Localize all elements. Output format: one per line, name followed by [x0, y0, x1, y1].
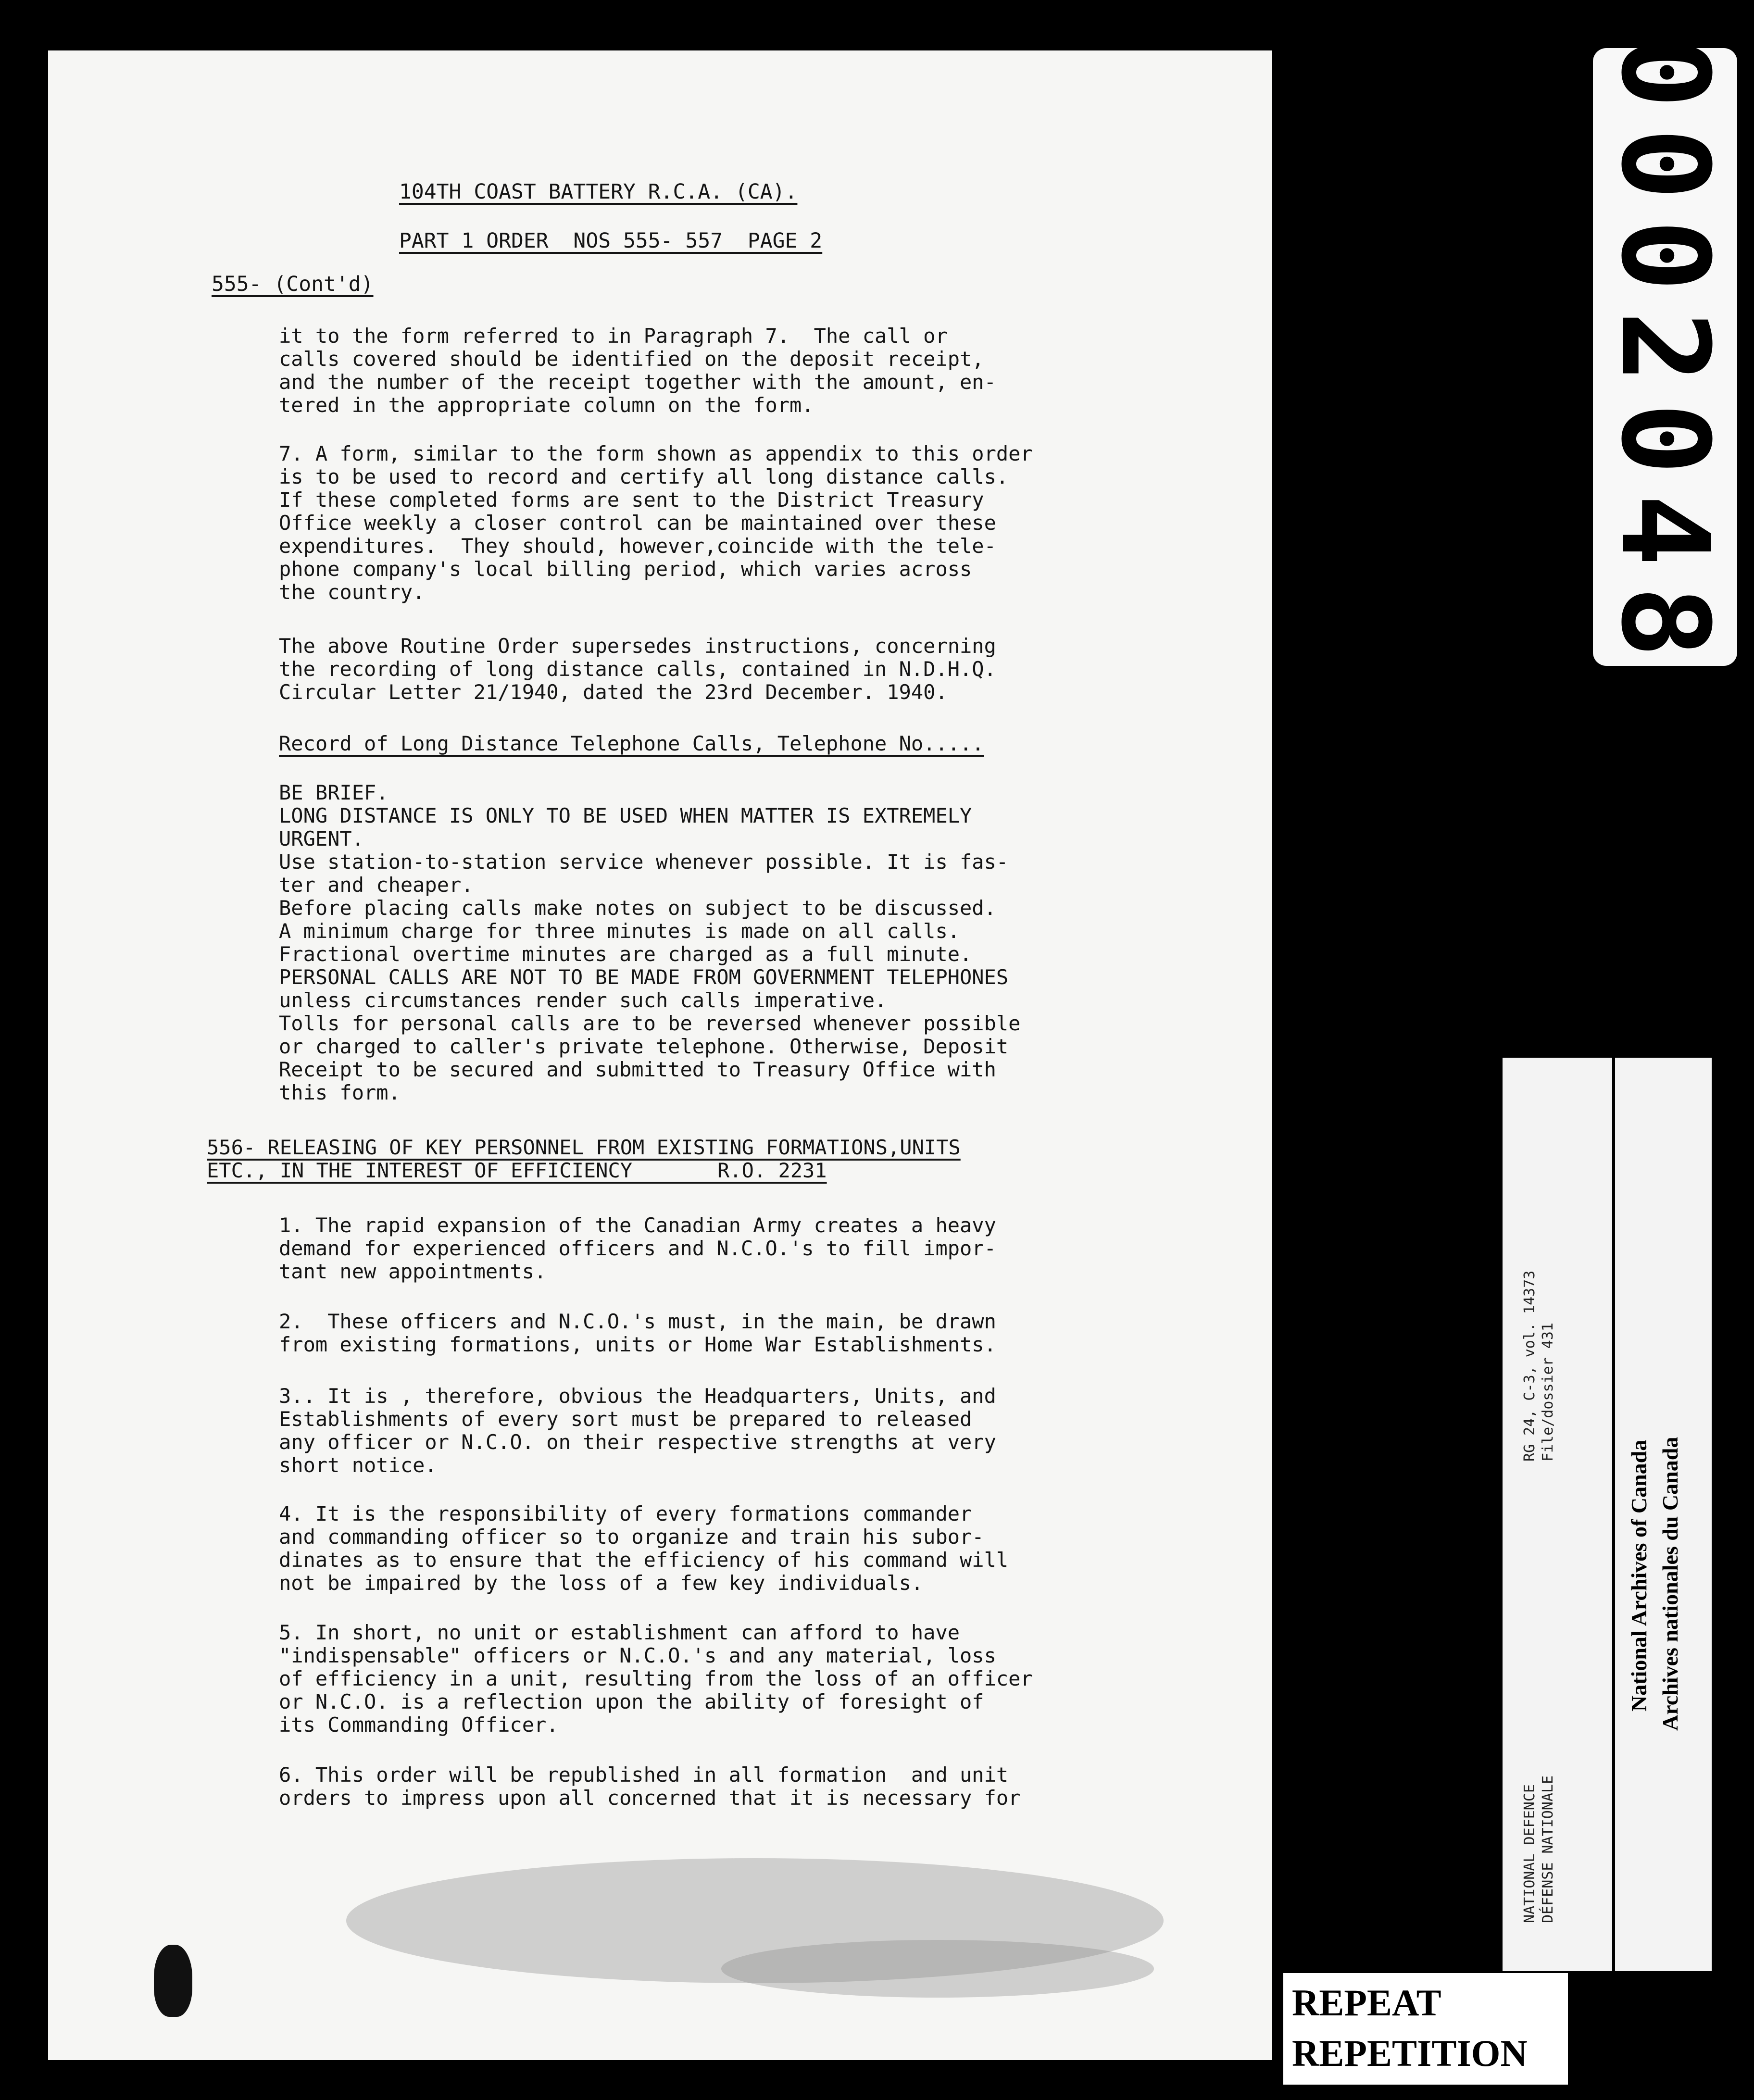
paragraph-7-line: the country. [279, 580, 425, 604]
archives-name-fr: Archives nationales du Canada [1658, 1437, 1682, 1731]
archives-name-en: National Archives of Canada [1627, 1439, 1651, 1712]
rule-line: Use station-to-station service whenever possible. It is fas- [279, 850, 1009, 874]
order-556-p1-line: tant new appointments. [279, 1260, 547, 1283]
ink-blot-mark [154, 1945, 192, 2017]
order-555-cont-line: tered in the appropriate column on the form. [279, 393, 814, 417]
archive-reference-line: RG 24, C-3, vol. 14373 [1521, 1270, 1538, 1462]
supersedes-line: Circular Letter 21/1940, dated the 23rd December. 1940. [279, 680, 948, 704]
rule-line: ter and cheaper. [279, 873, 474, 897]
stamp-line-fr: REPETITION [1292, 2032, 1528, 2074]
order-556-p5-line: "indispensable" officers or N.C.O.'s and any material, loss [279, 1644, 996, 1667]
order-556-p4-line: 4. It is the responsibility of every formations commander [279, 1502, 972, 1525]
order-556-p3-line: 3.. It is , therefore, obvious the Headquarters, Units, and [279, 1384, 996, 1408]
order-556-p2-line: 2. These officers and N.C.O.'s must, in the main, be drawn [279, 1310, 996, 1333]
paragraph-7-line: phone company's local billing period, which varies across [279, 557, 972, 581]
order-556-p2-line: from existing formations, units or Home War Establishments. [279, 1333, 996, 1356]
rule-line: PERSONAL CALLS ARE NOT TO BE MADE FROM GOVERNMENT TELEPHONES [279, 965, 1009, 989]
order-556-p6-line: 6. This order will be republished in all formation and unit [279, 1763, 1009, 1787]
order-556-p4-line: not be impaired by the loss of a few key individuals. [279, 1571, 924, 1595]
paragraph-7-line: is to be used to record and certify all long distance calls. [279, 465, 1009, 488]
supersedes-line: the recording of long distance calls, contained in N.D.H.Q. [279, 657, 996, 681]
document-subtitle: PART 1 ORDER NOS 555- 557 PAGE 2 [399, 229, 823, 253]
order-556-p3-line: short notice. [279, 1453, 437, 1477]
rule-line: Tolls for personal calls are to be reversed whenever possible [279, 1012, 1021, 1035]
order-555-cont-line: and the number of the receipt together with the amount, en- [279, 370, 996, 394]
order-556-p1-line: demand for experienced officers and N.C.O.'s to fill impor- [279, 1237, 996, 1260]
repeat-stamp [1281, 1971, 1570, 2087]
paragraph-7-line: expenditures. They should, however,coincide with the tele- [279, 534, 996, 558]
rule-line: URGENT. [279, 827, 364, 850]
paragraph-7-line: Office weekly a closer control can be maintained over these [279, 511, 996, 535]
rule-line: BE BRIEF. [279, 781, 388, 804]
rule-line: this form. [279, 1081, 401, 1104]
order-556-p1-line: 1. The rapid expansion of the Canadian Army creates a heavy [279, 1213, 996, 1237]
rule-line: Before placing calls make notes on subject to be discussed. [279, 896, 996, 920]
rule-line: A minimum charge for three minutes is made on all calls. [279, 919, 960, 943]
order-555-heading: 555- (Cont'd) [212, 272, 374, 296]
rule-line: Fractional overtime minutes are charged as a full minute. [279, 942, 972, 966]
order-556-p3-line: any officer or N.C.O. on their respective strengths at very [279, 1430, 996, 1454]
document-title: 104TH COAST BATTERY R.C.A. (CA). [399, 180, 798, 204]
department-line-fr: DÉFENSE NATIONALE [1540, 1775, 1556, 1923]
stamp-line-en: REPEAT [1292, 1982, 1441, 2024]
order-556-p3-line: Establishments of every sort must be prepared to released [279, 1407, 972, 1431]
order-556-p5-line: 5. In short, no unit or establishment can afford to have [279, 1621, 960, 1644]
paragraph-7-line: 7. A form, similar to the form shown as appendix to this order [279, 442, 1033, 465]
supersedes-line: The above Routine Order supersedes instructions, concerning [279, 634, 996, 658]
bleed-through-smudge [721, 1940, 1154, 1998]
rule-line: or charged to caller's private telephone. Otherwise, Deposit [279, 1035, 1009, 1058]
archive-reference-card [1503, 1058, 1712, 1971]
card-divider [1612, 1058, 1615, 1971]
film-frame-strip [1593, 36, 1737, 677]
order-556-p5-line: of efficiency in a unit, resulting from the loss of an officer [279, 1667, 1033, 1690]
order-556-p5-line: its Commanding Officer. [279, 1713, 559, 1737]
order-556-p6-line: orders to impress upon all concerned that it is necessary for [279, 1786, 1021, 1810]
frame-number: 0002048 [1595, 36, 1735, 677]
order-556-p4-line: and commanding officer so to organize and train his subor- [279, 1525, 984, 1549]
order-556-heading-line1: 556- RELEASING OF KEY PERSONNEL FROM EXISTING FORMATIONS,UNITS [207, 1136, 961, 1159]
rule-line: Receipt to be secured and submitted to Treasury Office with [279, 1058, 996, 1081]
order-556-p5-line: or N.C.O. is a reflection upon the ability of foresight of [279, 1690, 984, 1713]
order-556-p4-line: dinates as to ensure that the efficiency of his command will [279, 1548, 1009, 1572]
department-line-en: NATIONAL DEFENCE [1521, 1784, 1538, 1923]
paragraph-7-line: If these completed forms are sent to the District Treasury [279, 488, 984, 512]
rule-line: LONG DISTANCE IS ONLY TO BE USED WHEN MATTER IS EXTREMELY [279, 804, 972, 827]
rule-line: unless circumstances render such calls imperative. [279, 988, 887, 1012]
order-556-heading-line2: ETC., IN THE INTEREST OF EFFICIENCY R.O. 2231 [207, 1159, 827, 1182]
order-555-cont-line: it to the form referred to in Paragraph 7. The call or [279, 324, 948, 348]
document-page [48, 50, 1272, 2060]
record-form-heading: Record of Long Distance Telephone Calls, Telephone No..... [279, 732, 984, 755]
archive-file-line: File/dossier 431 [1540, 1323, 1556, 1462]
order-555-cont-line: calls covered should be identified on the deposit receipt, [279, 347, 984, 371]
